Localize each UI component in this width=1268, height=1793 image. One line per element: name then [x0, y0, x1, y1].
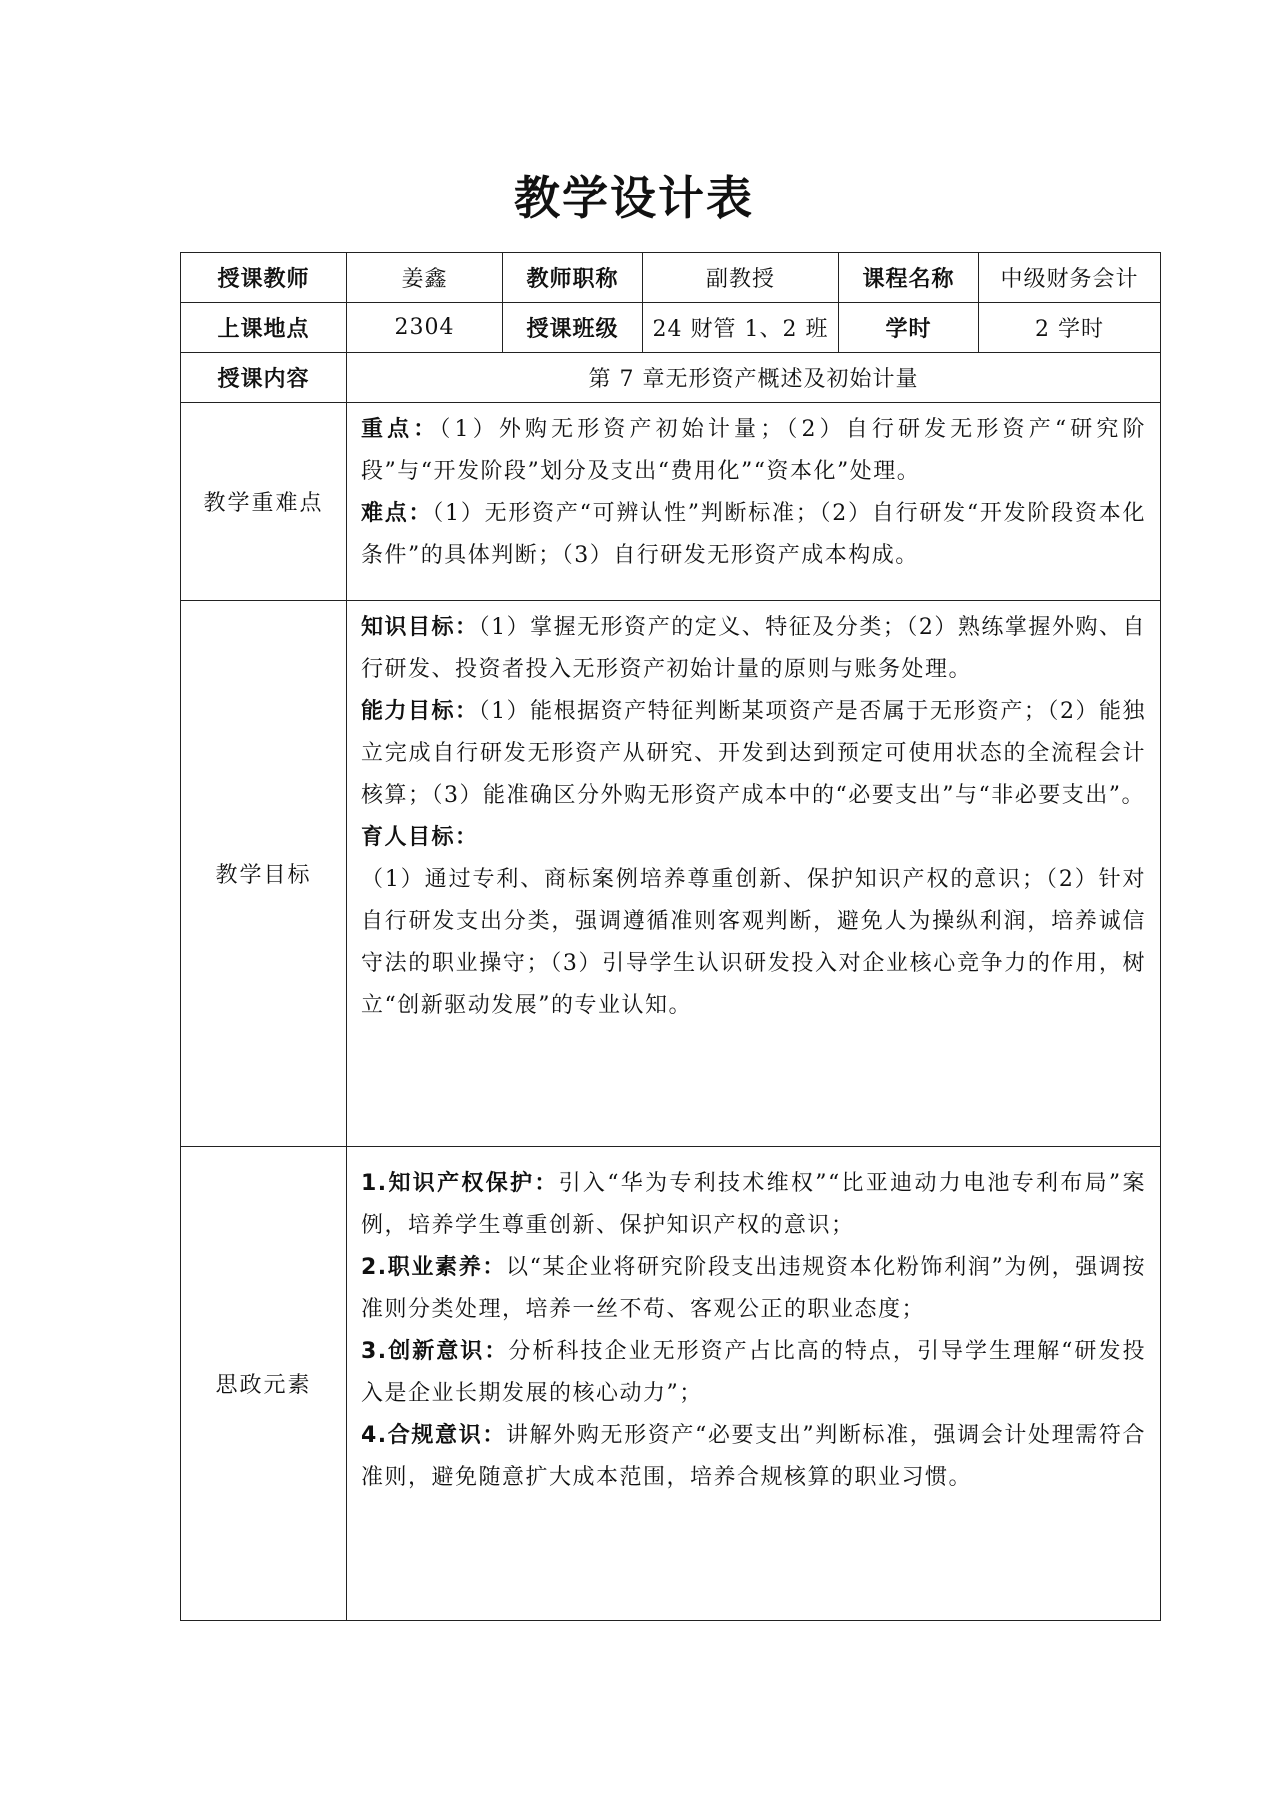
class-label: 授课班级 [503, 303, 643, 353]
content-value: 第 7 章无形资产概述及初始计量 [347, 353, 1161, 403]
page-title: 教学设计表 [514, 171, 754, 225]
location-value: 2304 [347, 303, 503, 353]
table-row [181, 1147, 1161, 1621]
teacher-label: 授课教师 [181, 253, 347, 303]
key-point-text: （1）无形资产“可辨认性”判断标准；（2）自行研发“开发阶段资本化条件”的具体判断；（3）自行研发无形资产成本构成。 [361, 501, 1146, 568]
key-point-heading: 难点： [361, 501, 433, 526]
ideology-text: 讲解外购无形资产“必要支出”判断标准，强调会计处理需符合准则，避免随意扩大成本范围，培养合规核算的职业习惯。 [361, 1423, 1146, 1490]
table-row [181, 253, 1161, 303]
ideology-paragraph [361, 1247, 1146, 1331]
objective-paragraph [361, 859, 1146, 1027]
teacher-value: 姜鑫 [347, 253, 503, 303]
ideology-text: 引入“华为专利技术维权”“比亚迪动力电池专利布局”案例，培养学生尊重创新、保护知识产权的意识； [361, 1171, 1146, 1238]
table-row [181, 403, 1161, 601]
location-label: 上课地点 [181, 303, 347, 353]
objective-heading: 能力目标： [361, 699, 479, 724]
key-point-heading: 重点： [361, 417, 440, 442]
course-label: 课程名称 [839, 253, 979, 303]
title-label: 教师职称 [503, 253, 643, 303]
course-value: 中级财务会计 [979, 253, 1161, 303]
ideology-heading: 3.创新意识： [361, 1339, 509, 1364]
objective-heading: 育人目标： [361, 825, 479, 850]
table-row [181, 601, 1161, 1147]
key-points-content [347, 403, 1161, 601]
content-label: 授课内容 [181, 353, 347, 403]
objective-text: （1）通过专利、商标案例培养尊重创新、保护知识产权的意识；（2）针对自行研发支出分类，强调遵循准则客观判断，避免人为操纵利润，培养诚信守法的职业操守；（3）引导学生认识研发投入对企业核心竞争力的作用，树立“创新驱动发展”的专业认知。 [361, 867, 1146, 1018]
key-point-paragraph [361, 409, 1146, 493]
hours-label: 学时 [839, 303, 979, 353]
ideology-heading: 2.职业素养： [361, 1255, 506, 1280]
key-point-text: （1）外购无形资产初始计量；（2）自行研发无形资产“研究阶段”与“开发阶段”划分及支出“费用化”“资本化”处理。 [361, 417, 1146, 484]
hours-value: 2 学时 [979, 303, 1161, 353]
ideology-heading: 1.知识产权保护： [361, 1171, 559, 1196]
objective-heading: 知识目标： [361, 615, 479, 640]
table-row [181, 303, 1161, 353]
objectives-content [347, 601, 1161, 1147]
objective-paragraph [361, 607, 1146, 691]
objective-text: （1）掌握无形资产的定义、特征及分类；（2）熟练掌握外购、自行研发、投资者投入无形资产初始计量的原则与账务处理。 [361, 615, 1146, 682]
ideology-paragraph [361, 1331, 1146, 1415]
ideology-content [347, 1147, 1161, 1621]
table-row [181, 353, 1161, 403]
key-points-label: 教学重难点 [181, 403, 347, 601]
ideology-label: 思政元素 [181, 1147, 347, 1621]
ideology-text: 分析科技企业无形资产占比高的特点，引导学生理解“研发投入是企业长期发展的核心动力”； [361, 1339, 1147, 1406]
objective-text: （1）能根据资产特征判断某项资产是否属于无形资产；（2）能独立完成自行研发无形资产从研究、开发到达到预定可使用状态的全流程会计核算；（3）能准确区分外购无形资产成本中的“必要支出”与“非必要支出”。 [361, 699, 1146, 808]
teaching-design-table [180, 252, 1161, 1621]
title-value: 副教授 [643, 253, 839, 303]
ideology-text: 以“某企业将研究阶段支出违规资本化粉饰利润”为例，强调按准则分类处理，培养一丝不苟、客观公正的职业态度； [361, 1255, 1146, 1322]
ideology-paragraph [361, 1163, 1146, 1247]
ideology-heading: 4.合规意识： [361, 1423, 506, 1448]
class-value: 24 财管 1、2 班 [643, 303, 839, 353]
ideology-paragraph [361, 1415, 1146, 1499]
objective-paragraph [361, 817, 1146, 859]
objective-paragraph [361, 691, 1146, 817]
key-point-paragraph [361, 493, 1146, 577]
objectives-label: 教学目标 [181, 601, 347, 1147]
